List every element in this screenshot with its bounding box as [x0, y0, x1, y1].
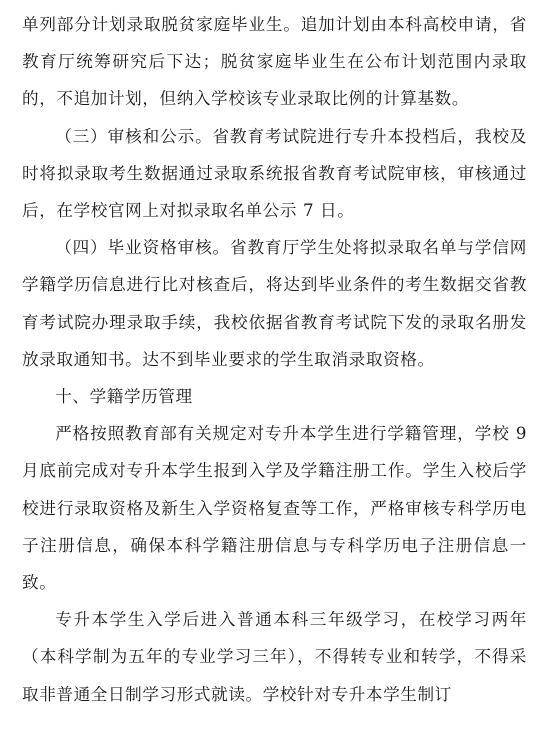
section-heading-student-status: 十、学籍学历管理	[55, 387, 193, 407]
paragraph-review-and-publicity: （三）审核和公示。省教育考试院进行专升本投档后，我校及时将拟录取考生数据通过录取系统报省教育考试院审核，审核通过后，在学校官网上对拟录取名单公示 7 日。	[22, 126, 527, 221]
paragraph-plan-continuation: 单列部分计划录取脱贫家庭毕业生。追加计划由本科高校申请，省教育厅统筹研究后下达；脱贫家庭毕业生在公布计划范围内录取的，不追加计划，但纳入学校该专业录取比例的计算基数。	[22, 15, 527, 109]
paragraph-status-management: 严格按照教育部有关规定对专升本学生进行学籍管理，学校 9 月底前完成对专升本学生报到入学及学籍注册工作。学生入校后学校进行录取资格及新生入学资格复查等工作，严格审核专科学历电子注册信息，确保本科学籍注册信息与专科学历电子注册信息一致。	[22, 424, 527, 593]
paragraph-study-arrangement: 专升本学生入学后进入普通本科三年级学习，在校学习两年（本科学制为五年的专业学习三年），不得转专业和转学，不得采取非普通全日制学习形式就读。学校针对专升本学生制订	[22, 610, 527, 704]
paragraph-graduation-qualification-review: （四）毕业资格审核。省教育厅学生处将拟录取名单与学信网学籍学历信息进行比对核查后，将达到毕业条件的考生数据交省教育考试院办理录取手续，我校依据省教育考试院下发的录取名册发放录取通知书。达不到毕业要求的学生取消录取资格。	[22, 238, 527, 369]
